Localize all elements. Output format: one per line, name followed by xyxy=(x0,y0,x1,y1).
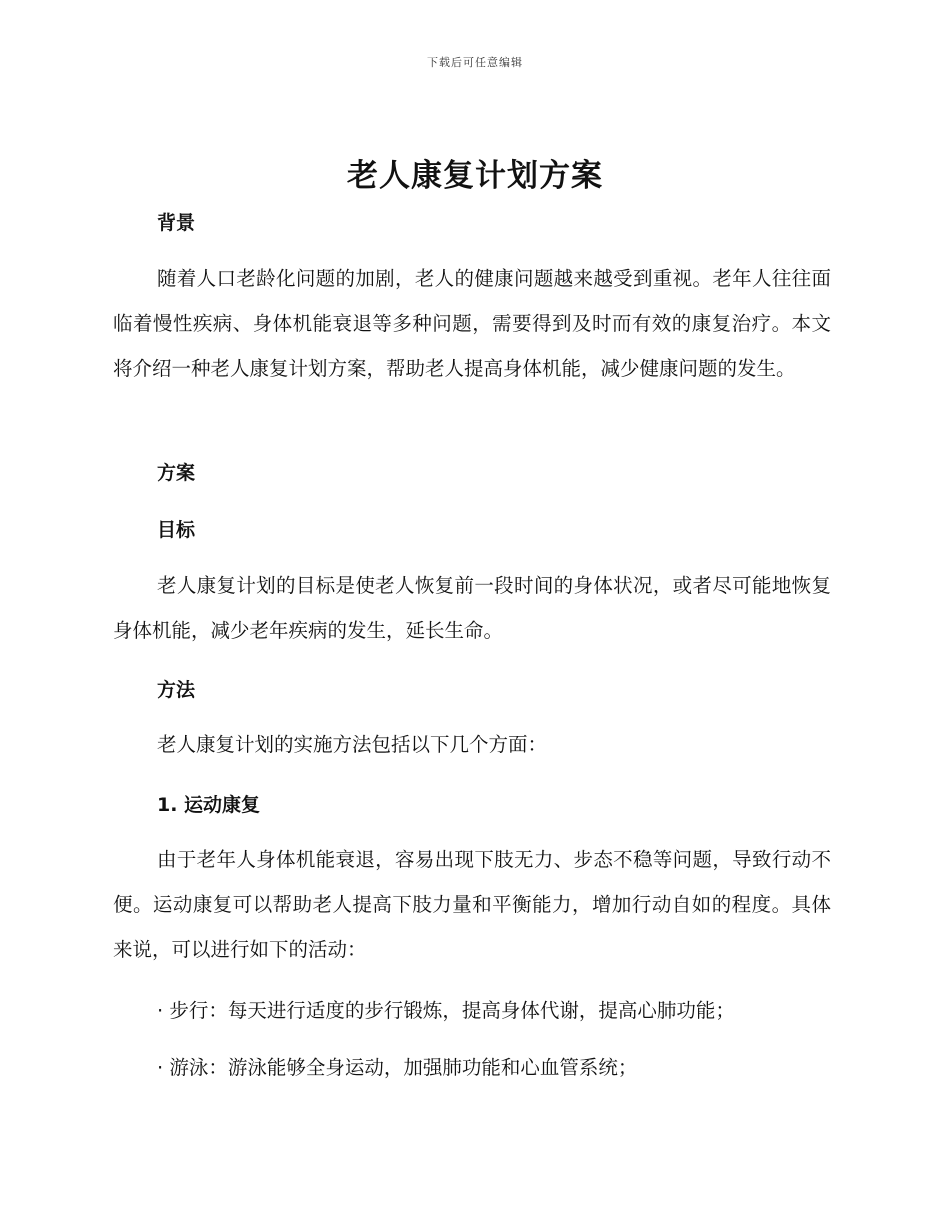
paragraph-method: 老人康复计划的实施方法包括以下几个方面： xyxy=(157,733,548,756)
heading-method: 方法 xyxy=(157,679,196,701)
document-title: 老人康复计划方案 xyxy=(347,158,603,194)
heading-background: 背景 xyxy=(157,212,196,234)
bullet-swimming: · 游泳：游泳能够全身运动，加强肺功能和心血管系统； xyxy=(157,1056,638,1079)
heading-plan: 方案 xyxy=(157,462,196,484)
heading-goal: 目标 xyxy=(157,519,196,541)
bullet-walking: · 步行：每天进行适度的步行锻炼，提高身体代谢，提高心肺功能； xyxy=(157,999,735,1022)
paragraph-background: 随着人口老龄化问题的加剧，老人的健康问题越来越受到重视。老年人往往面临着慢性疾病、身体机能衰退等多种问题，需要得到及时而有效的康复治疗。本文将介绍一种老人康复计划方案，帮助老人提高身体机能，减少健康问题的发生。 xyxy=(113,267,831,380)
header-note: 下载后可任意编辑 xyxy=(427,56,523,69)
heading-exercise: 1. 运动康复 xyxy=(157,794,261,816)
paragraph-exercise: 由于老年人身体机能衰退，容易出现下肢无力、步态不稳等问题，导致行动不便。运动康复可以帮助老人提高下肢力量和平衡能力，增加行动自如的程度。具体来说，可以进行如下的活动： xyxy=(113,848,831,961)
paragraph-goal: 老人康复计划的目标是使老人恢复前一段时间的身体状况，或者尽可能地恢复身体机能，减少老年疾病的发生，延长生命。 xyxy=(113,574,831,642)
